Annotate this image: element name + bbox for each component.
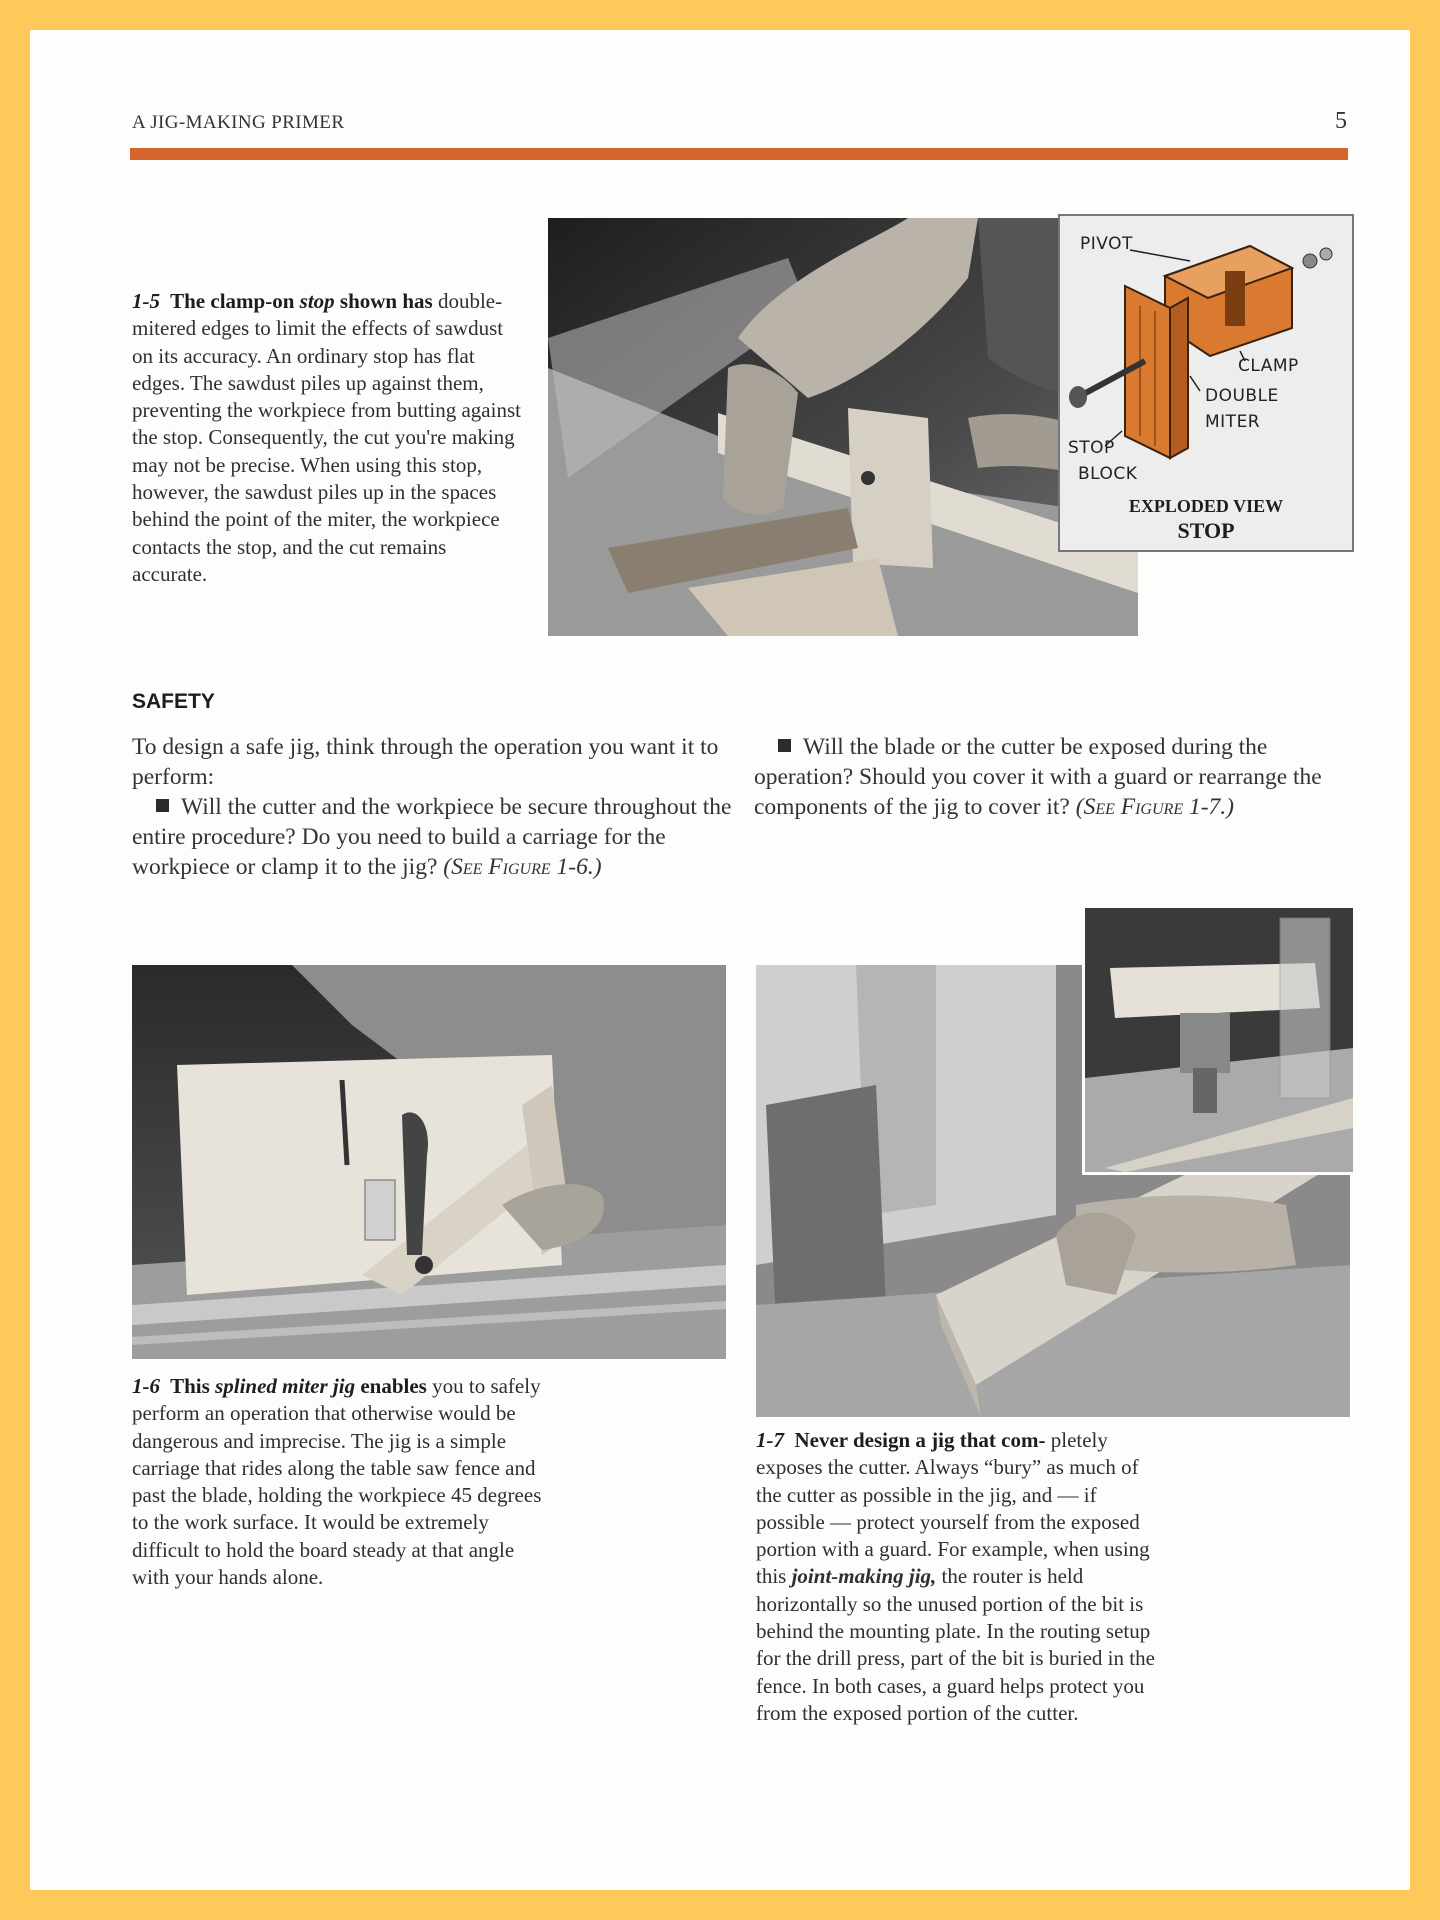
figure-1-7-inset-photo <box>1082 905 1356 1175</box>
safety-left-column <box>132 732 732 882</box>
figure-1-5-caption: 1-5 The clamp-on stop shown has double-mitered edges to limit the effects of sawdust on its accuracy. An ordinary stop has flat edges. The sawdust piles up against them, preventing the workpiece from butting against the stop. Consequently, the cut you're making may not be precise. When using this stop, however, the sawdust piles up in the spaces behind the point of the miter, the workpiece contacts the stop, and the cut remains accurate. <box>132 289 521 586</box>
figure-1-6-photo <box>132 965 726 1359</box>
caption-text: double-mitered edges to limit the effects of sawdust on its accuracy. An ordinary stop has flat edges. The sawdust piles up against them, preventing the workpiece from butting against the stop. Consequently, the cut you're making may not be precise. When using this stop, however, the sawdust piles up in the spaces behind the point of the miter, the workpiece contacts the stop, and the cut remains accurate. <box>132 289 521 586</box>
safety-bullet-1: Will the cutter and the workpiece be secure throughout the entire procedure? Do you need to build a carriage for the workpiece or clamp it to the jig? (See Figure 1-6.) <box>132 794 732 880</box>
safety-right-column <box>754 732 1354 822</box>
exploded-view-inset <box>1058 214 1354 552</box>
label-block: BLOCK <box>1078 464 1138 484</box>
label-double: DOUBLE <box>1205 386 1279 406</box>
safety-heading: SAFETY <box>132 690 215 713</box>
caption-text: you to safely perform an operation that otherwise would be dangerous and imprecise. The jig is a simple carriage that rides along the table saw fence and past the blade, holding the workpiece 45 degrees to the work surface. It would be extremely difficult to hold the board steady at that angle with your hands alone. <box>132 1374 542 1590</box>
book-page <box>30 30 1410 1890</box>
bullet-icon <box>778 739 791 752</box>
figure-number: 1-6 <box>132 1374 160 1398</box>
exploded-view-label: EXPLODED VIEW <box>1128 496 1284 516</box>
caption-text: pletely exposes the cutter. Always “bury” as much of the cutter as possible in the jig, and — if possible — protect yourself from the exposed portion with a guard. For example, when using this <box>756 1428 1150 1589</box>
figure-1-5-photo <box>548 218 1138 636</box>
figure-number: 1-7 <box>756 1428 784 1452</box>
header-rule <box>130 148 1348 160</box>
label-pivot: PIVOT <box>1080 234 1133 254</box>
running-head: A JIG-MAKING PRIMER <box>132 112 345 133</box>
safety-bullet-2: Will the blade or the cutter be exposed during the operation? Should you cover it with a guard or rearrange the components of the jig to cover it? (See Figure 1-7.) <box>754 734 1322 820</box>
figure-1-7-caption: 1-7 Never design a jig that com- pletely exposes the cutter. Always “bury” as much of the cutter as possible in the jig, and — if possible — protect yourself from the exposed portion with a guard. For example, when using this joint-making jig, the router is held horizontally so the unused portion of the bit is behind the mounting plate. In the routing setup for the drill press, part of the bit is buried in the fence. In both cases, a guard helps protect you from the exposed portion of the cutter. <box>756 1428 1155 1725</box>
label-miter: MITER <box>1205 412 1261 432</box>
page-number: 5 <box>1335 108 1347 134</box>
safety-intro: To design a safe jig, think through the operation you want it to perform: <box>132 734 719 790</box>
bullet-icon <box>156 799 169 812</box>
label-clamp: CLAMP <box>1238 356 1299 376</box>
exploded-view-title: STOP <box>1177 518 1235 543</box>
label-stop: STOP <box>1068 438 1115 458</box>
figure-1-6-caption: 1-6 This splined miter jig enables you to safely perform an operation that otherwise would be dangerous and imprecise. The jig is a simple carriage that rides along the table saw fence and past the blade, holding the workpiece 45 degrees to the work surface. It would be extremely difficult to hold the board steady at that angle with your hands alone. <box>132 1374 542 1590</box>
figure-number: 1-5 <box>132 289 160 313</box>
